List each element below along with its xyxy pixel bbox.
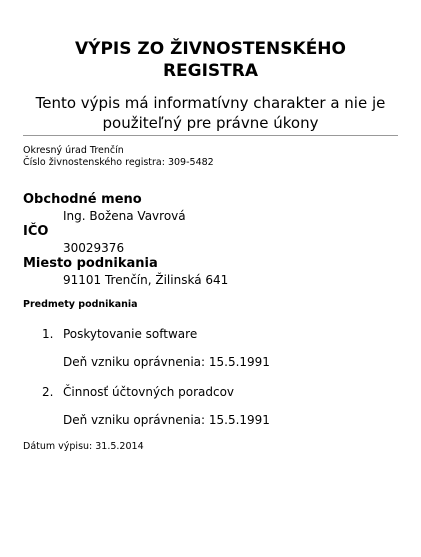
activity-number: 1. xyxy=(42,327,54,341)
activity-number: 2. xyxy=(42,385,54,399)
business-address-value: 91101 Trenčín, Žilinská 641 xyxy=(63,273,229,287)
office-name: Okresný úrad Trenčín xyxy=(23,145,124,156)
extract-date: Dátum výpisu: 31.5.2014 xyxy=(23,441,144,452)
business-name-value: Ing. Božena Vavrová xyxy=(63,209,186,223)
activity-name: Činnosť účtovných poradcov xyxy=(63,385,235,399)
header-divider xyxy=(23,135,398,136)
business-address-label: Miesto podnikania xyxy=(23,256,158,271)
disclaimer-line2: použiteľný pre právne úkony xyxy=(102,114,319,132)
activity-origin-date: Deň vzniku oprávnenia: 15.5.1991 xyxy=(63,355,270,369)
activity-origin-date: Deň vzniku oprávnenia: 15.5.1991 xyxy=(63,413,270,427)
activity-name: Poskytovanie software xyxy=(63,327,198,341)
ico-value: 30029376 xyxy=(63,241,125,255)
document-title-line1: VÝPIS ZO ŽIVNOSTENSKÉHO xyxy=(75,39,346,59)
business-name-label: Obchodné meno xyxy=(23,192,142,207)
ico-label: IČO xyxy=(23,224,49,239)
activities-heading: Predmety podnikania xyxy=(23,299,138,310)
registry-number: Číslo živnostenského registra: 309-5482 xyxy=(23,157,214,168)
disclaimer-line1: Tento výpis má informatívny charakter a nie je xyxy=(35,94,386,112)
document-title-line2: REGISTRA xyxy=(162,61,259,81)
